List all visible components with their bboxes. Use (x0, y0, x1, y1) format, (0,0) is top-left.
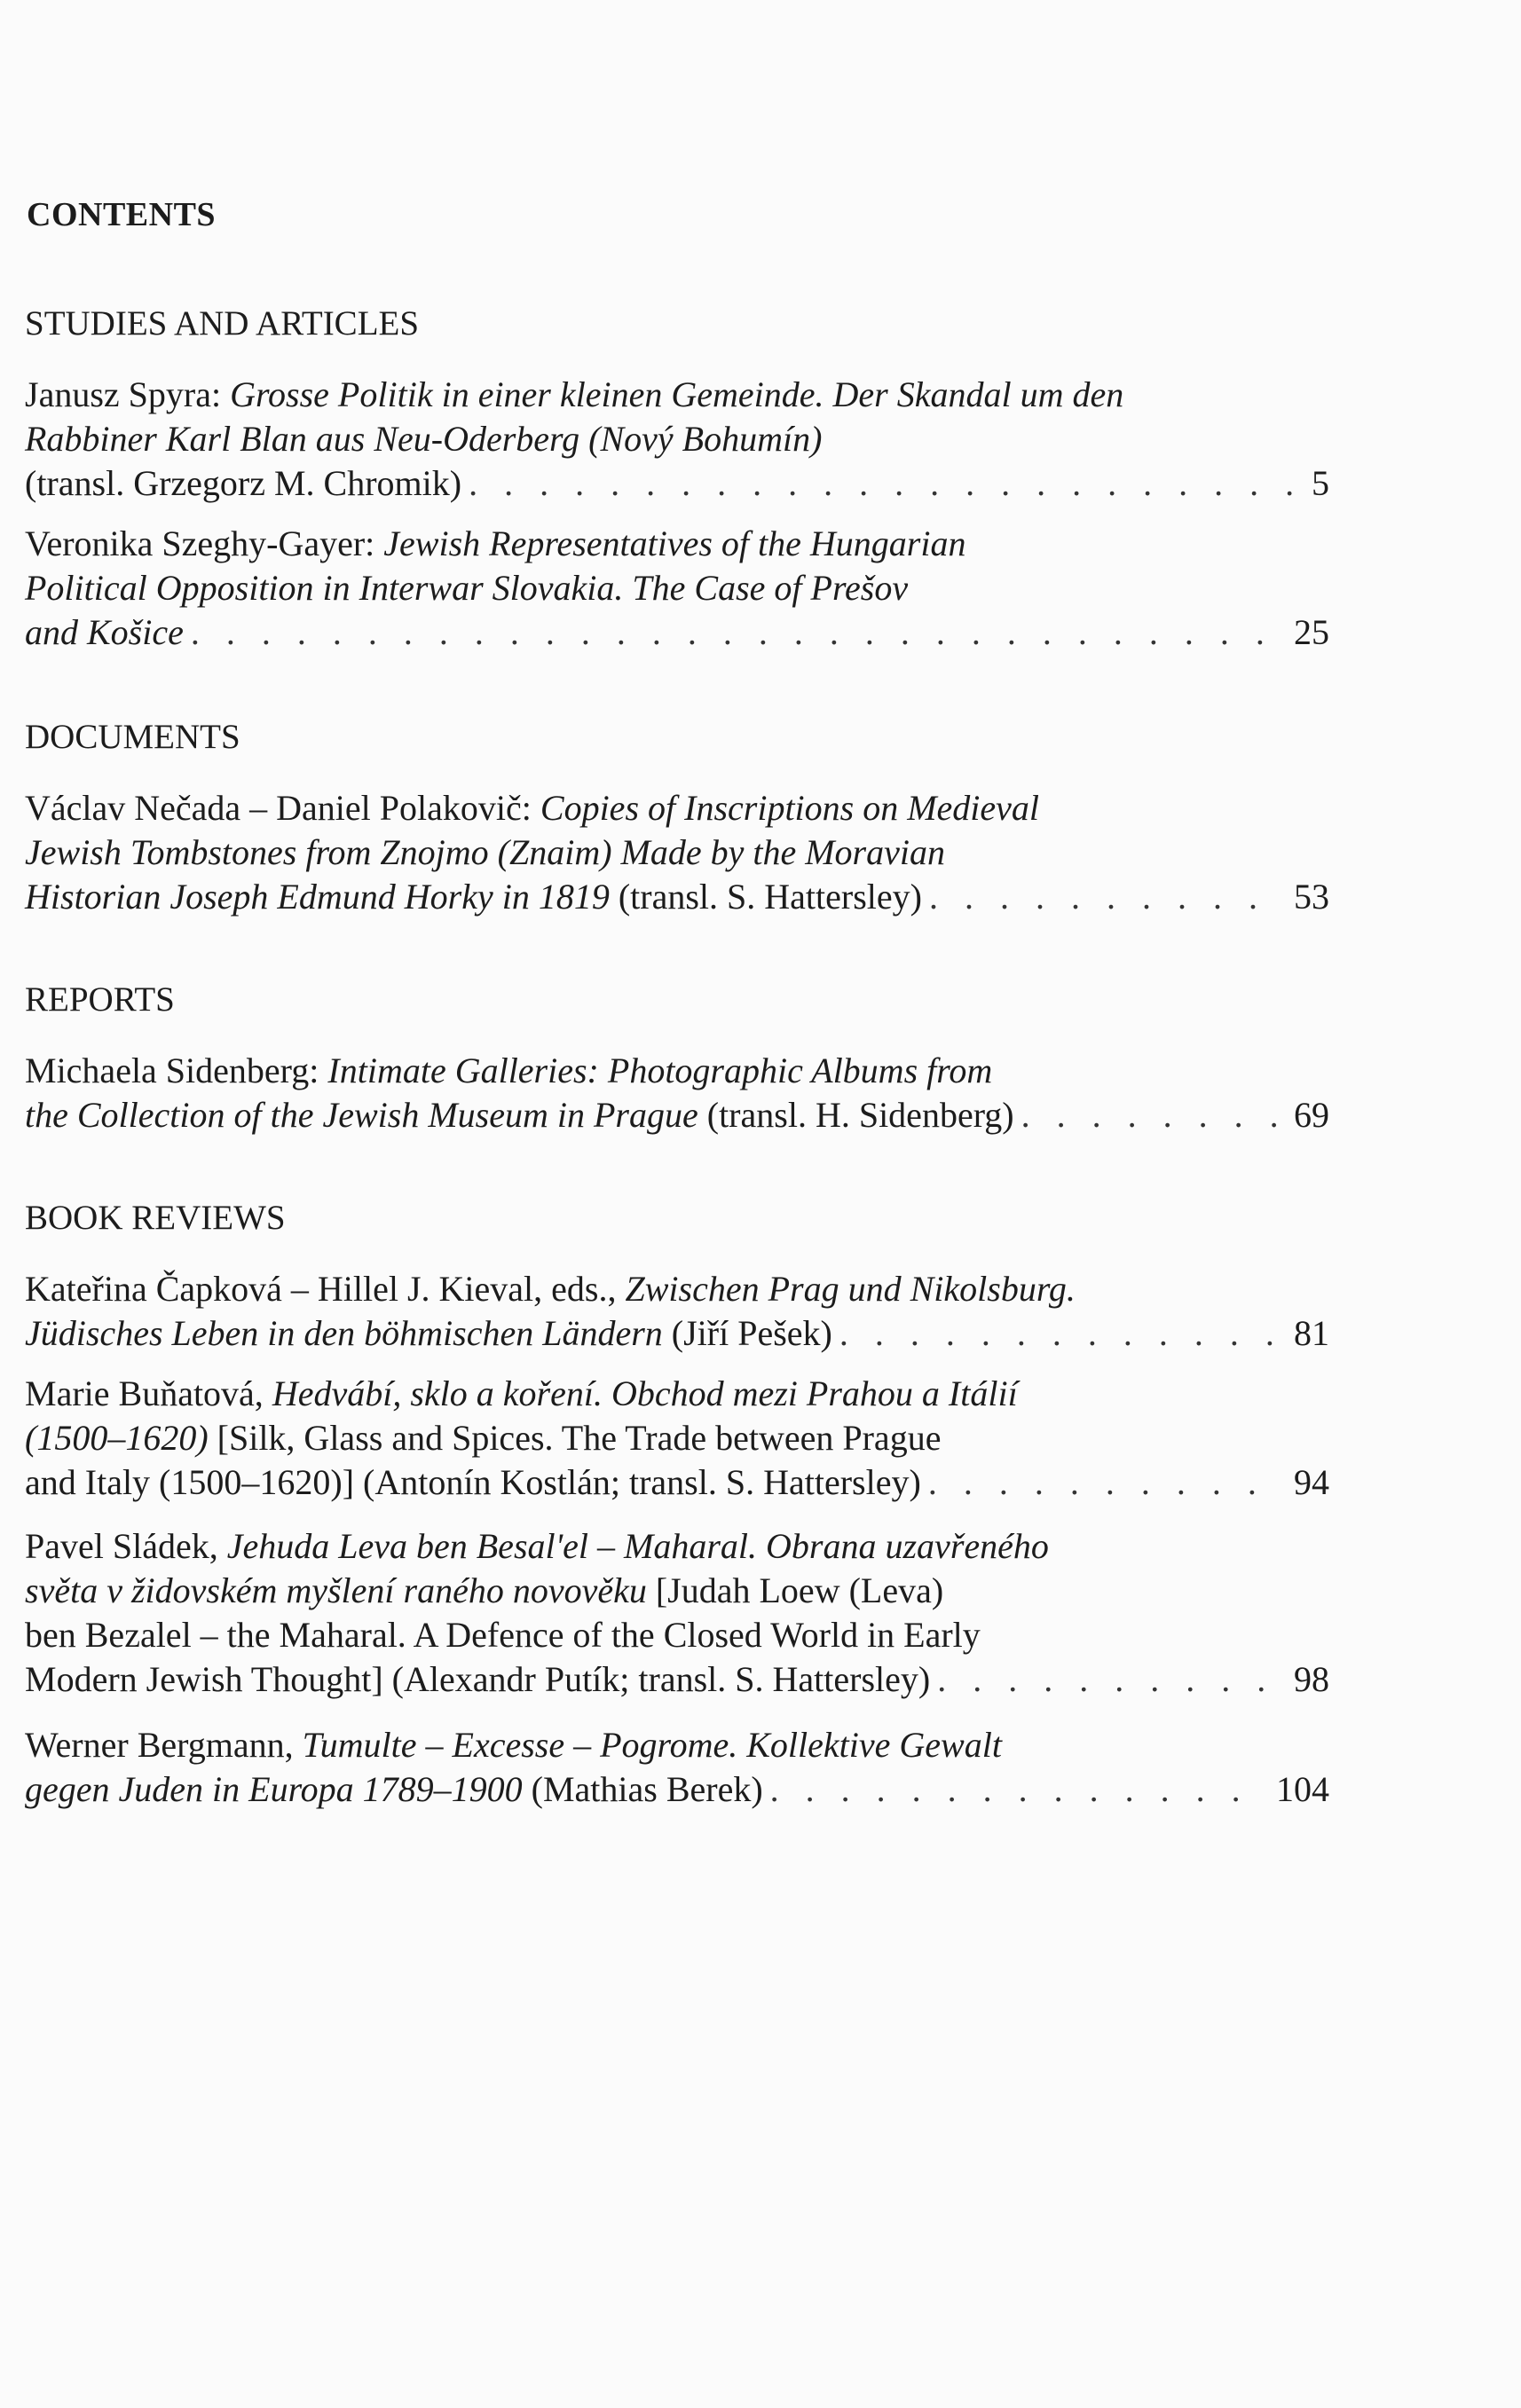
page-number: 98 (1294, 1659, 1329, 1699)
author: Kateřina Čapková – Hillel J. Kieval, eds., (25, 1269, 626, 1309)
title: Copies of Inscriptions on Medieval (540, 788, 1040, 828)
entry-line (25, 1569, 1329, 1613)
dot-leader (929, 875, 1281, 919)
page-heading: CONTENTS (27, 196, 217, 233)
title: Jewish Representatives of the Hungarian (383, 523, 966, 563)
dot-leader (770, 1767, 1264, 1812)
author: Michaela Sidenberg: (25, 1051, 328, 1090)
page-number: 25 (1294, 612, 1329, 652)
entry-line (25, 373, 1329, 417)
entry-bergmann (25, 1723, 1329, 1812)
entry-line (25, 610, 1329, 655)
entry-line (25, 1267, 1329, 1311)
dot-leader (928, 1460, 1281, 1505)
reviewer: (Jiří Pešek) (662, 1313, 832, 1353)
translation: and Italy (1500–1620)] (Antonín Kostlán; transl. S. Hattersley) (25, 1462, 921, 1502)
entry-line (25, 1049, 1329, 1093)
reviewer: (Mathias Berek) (522, 1769, 763, 1809)
entry-line (25, 1723, 1329, 1767)
title: Rabbiner Karl Blan aus Neu-Oderberg (Nový Bohumín) (25, 419, 823, 459)
dot-leader (191, 610, 1281, 655)
page-number: 5 (1312, 463, 1329, 503)
entry-line (25, 1767, 1329, 1812)
entry-line (25, 1093, 1329, 1137)
entry-capkova (25, 1267, 1329, 1356)
entry-line (25, 1613, 1329, 1657)
author: Janusz Spyra: (25, 374, 231, 414)
entry-line (25, 1416, 1329, 1460)
translation: ben Bezalel – the Maharal. A Defence of the Closed World in Early (25, 1615, 981, 1655)
entry-sladek (25, 1524, 1329, 1702)
entry-line (25, 786, 1329, 830)
entry-line (25, 566, 1329, 610)
section-reviews: BOOK REVIEWS (25, 1199, 286, 1237)
author: Václav Nečada – Daniel Polakovič: (25, 788, 540, 828)
title: gegen Juden in Europa 1789–1900 (25, 1769, 523, 1809)
title: Historian Joseph Edmund Horky in 1819 (25, 877, 610, 917)
entry-line (25, 1524, 1329, 1569)
author: Marie Buňatová, (25, 1373, 272, 1413)
entry-szeghy (25, 522, 1329, 655)
translation: [Silk, Glass and Spices. The Trade between Prague (208, 1418, 942, 1458)
entry-line (25, 461, 1329, 506)
entry-line (25, 1372, 1329, 1416)
title: Zwischen Prag und Nikolsburg. (625, 1269, 1076, 1309)
translator: (transl. H. Sidenberg) (697, 1095, 1014, 1135)
title: (1500–1620) (25, 1418, 209, 1458)
entry-necada (25, 786, 1329, 919)
title: světa v židovském myšlení raného novověku (25, 1570, 647, 1610)
dot-leader (469, 461, 1299, 506)
entry-spyra (25, 373, 1329, 506)
translator: (transl. S. Hattersley) (609, 877, 922, 917)
title: Intimate Galleries: Photographic Albums from (327, 1051, 993, 1090)
title: and Košice (25, 612, 184, 652)
translator: (transl. Grzegorz M. Chromik) (25, 463, 462, 503)
page-number: 81 (1294, 1313, 1329, 1353)
title: the Collection of the Jewish Museum in Prague (25, 1095, 698, 1135)
entry-line (25, 1657, 1329, 1702)
entry-line (25, 417, 1329, 461)
entry-line (25, 875, 1329, 919)
author: Veronika Szeghy-Gayer: (25, 523, 384, 563)
entry-sidenberg (25, 1049, 1329, 1137)
dot-leader (839, 1311, 1281, 1356)
entry-bunatova (25, 1372, 1329, 1505)
page-number: 53 (1294, 877, 1329, 917)
page-number: 104 (1276, 1769, 1329, 1809)
translation: [Judah Loew (Leva) (646, 1570, 944, 1610)
title: Jüdisches Leben in den böhmischen Ländern (25, 1313, 663, 1353)
title: Jewish Tombstones from Znojmo (Znaim) Made by the Moravian (25, 832, 945, 872)
page-number: 94 (1294, 1462, 1329, 1502)
page-number: 69 (1294, 1095, 1329, 1135)
entry-line (25, 830, 1329, 875)
section-documents: DOCUMENTS (25, 718, 240, 756)
title: Tumulte – Excesse – Pogrome. Kollektive Gewalt (302, 1725, 1002, 1765)
entry-line (25, 522, 1329, 566)
dot-leader (937, 1657, 1281, 1702)
entry-line (25, 1460, 1329, 1505)
section-reports: REPORTS (25, 980, 175, 1019)
title: Hedvábí, sklo a koření. Obchod mezi Prahou a Itálií (272, 1373, 1018, 1413)
author: Werner Bergmann, (25, 1725, 303, 1765)
section-studies: STUDIES AND ARTICLES (25, 304, 420, 342)
entry-line (25, 1311, 1329, 1356)
title: Political Opposition in Interwar Slovakia. The Case of Prešov (25, 568, 909, 608)
title: Grosse Politik in einer kleinen Gemeinde. Der Skandal um den (230, 374, 1124, 414)
author: Pavel Sládek, (25, 1526, 227, 1566)
translation: Modern Jewish Thought] (Alexandr Putík; transl. S. Hattersley) (25, 1659, 931, 1699)
title: Jehuda Leva ben Besal'el – Maharal. Obrana uzavřeného (226, 1526, 1049, 1566)
dot-leader (1021, 1093, 1281, 1137)
